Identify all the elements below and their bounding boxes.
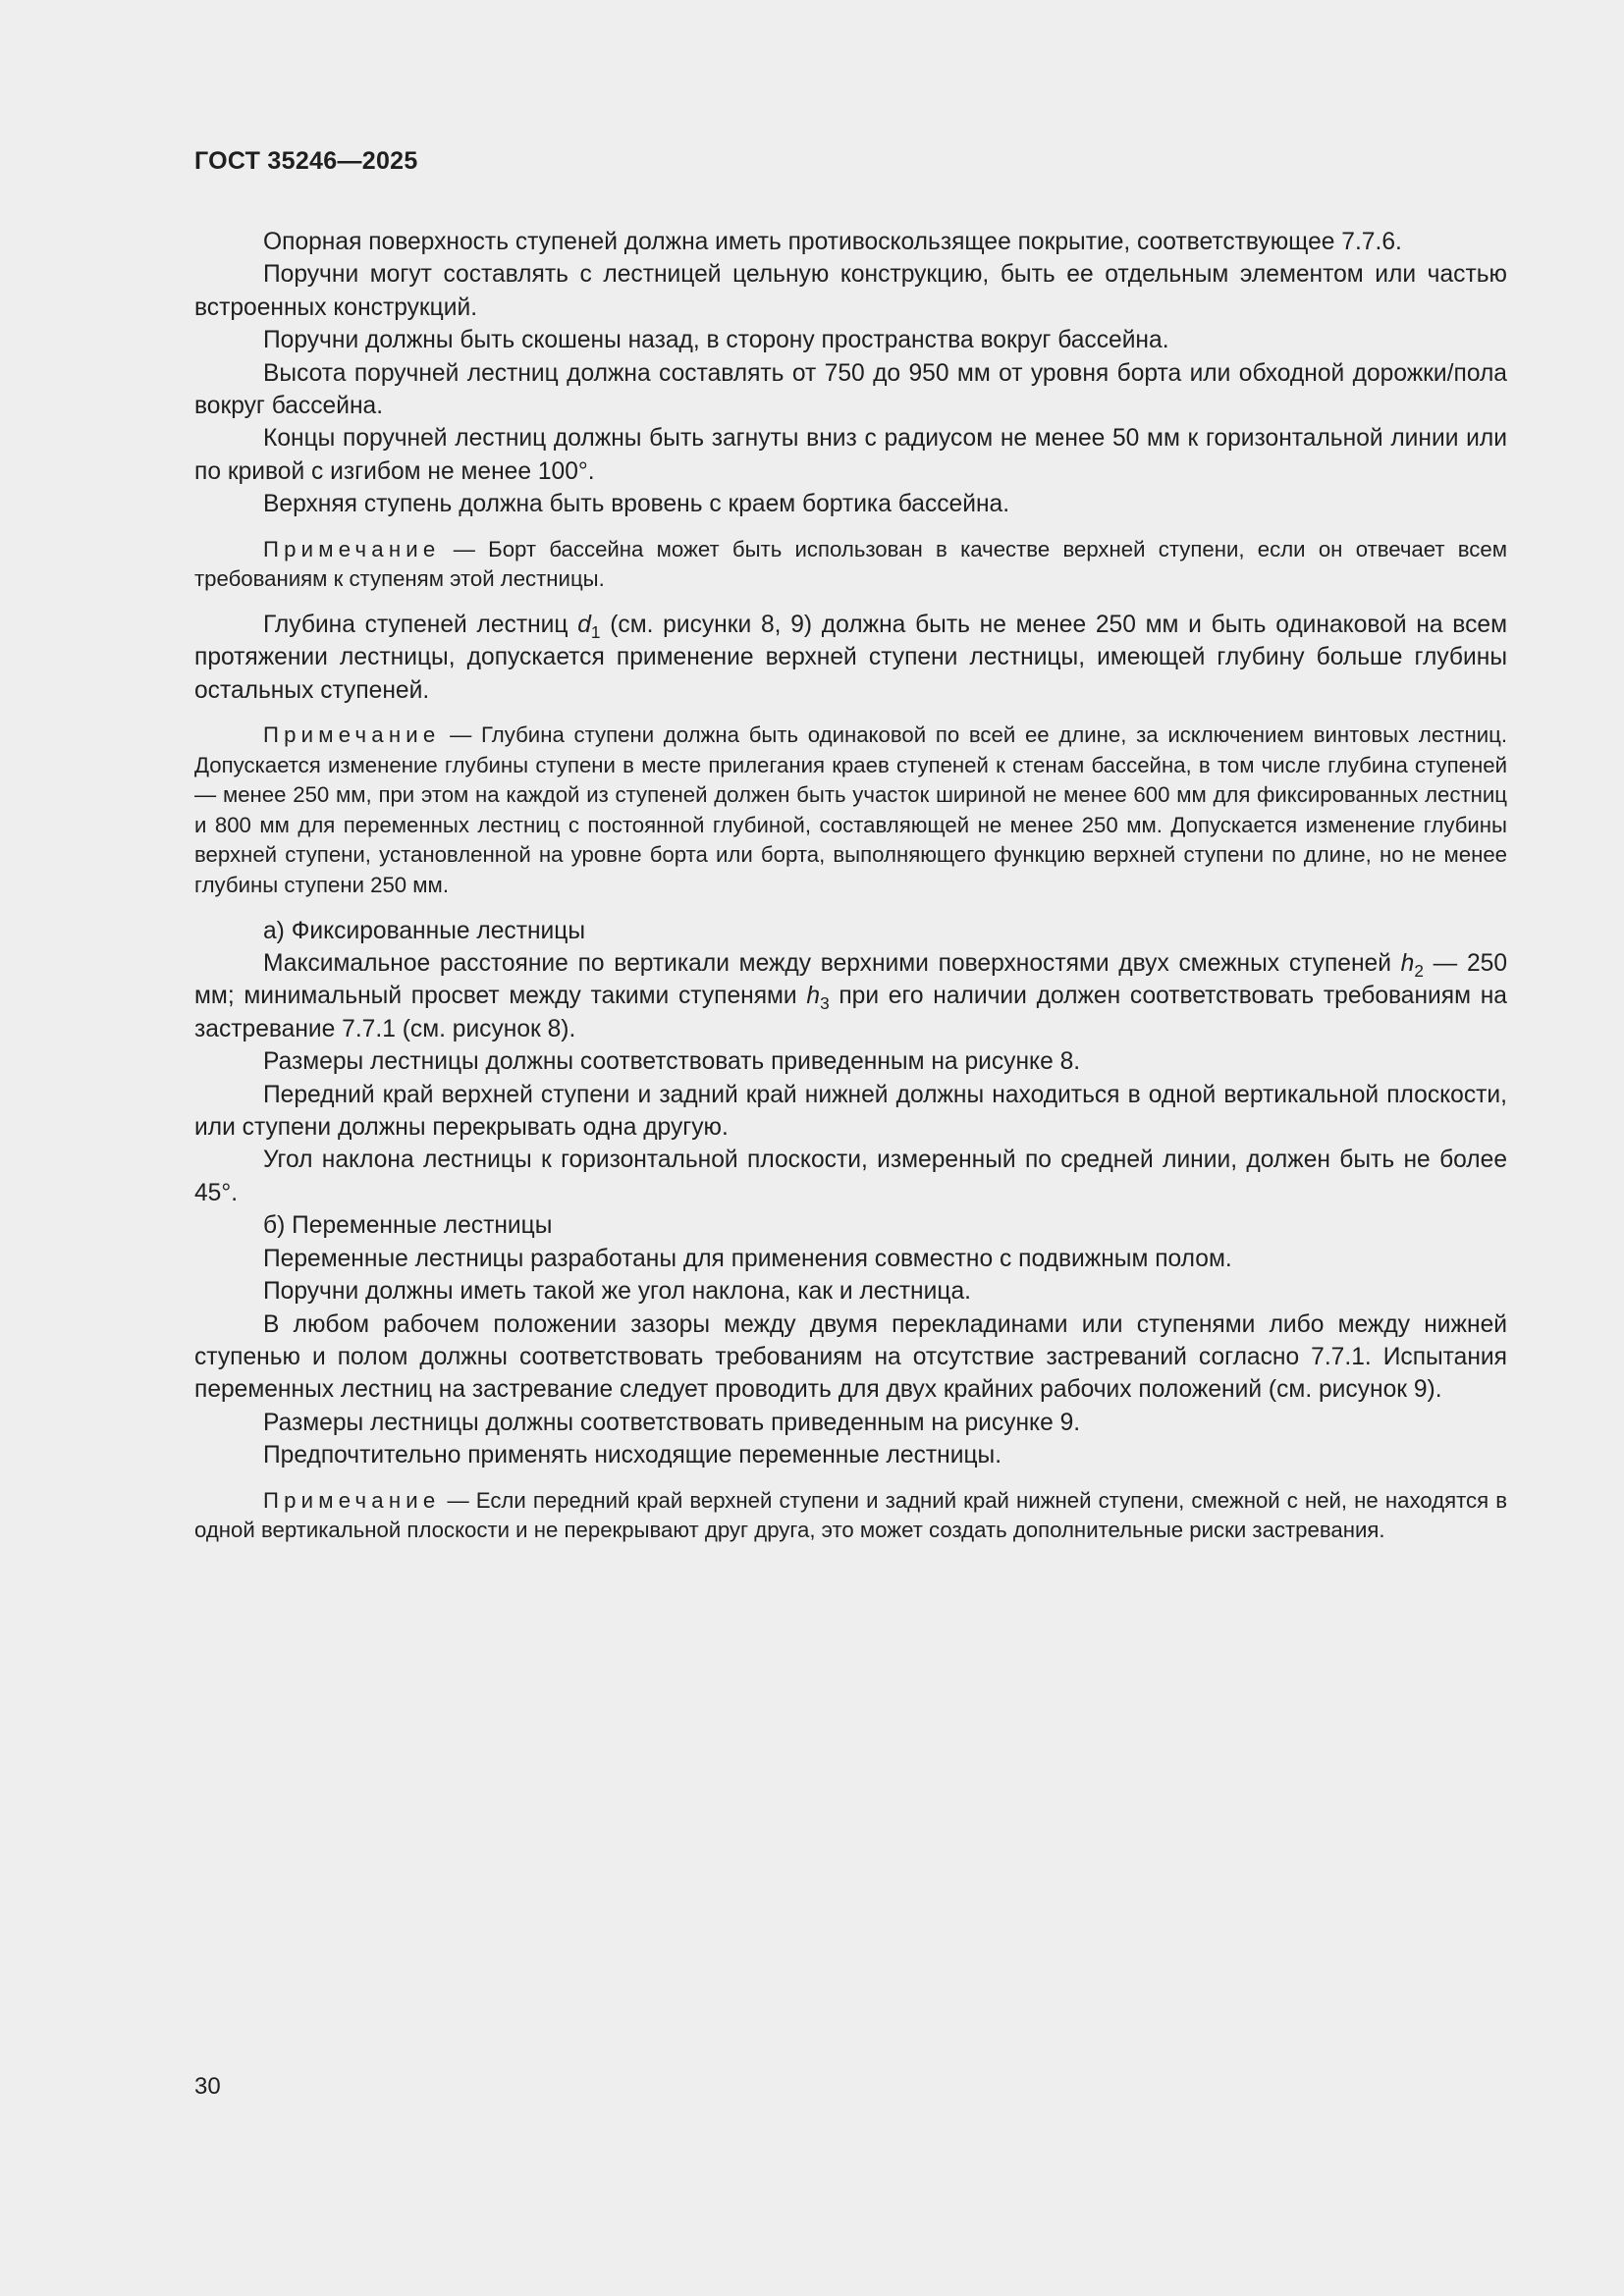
- paragraph-ladder-angle: Угол наклона лестницы к горизонтальной плоскости, измеренный по средней линии, должен быть не более 45°.: [194, 1147, 1507, 1206]
- paragraph-figure-8-dimensions: Размеры лестницы должны соответствовать приведенным на рисунке 8.: [263, 1048, 1081, 1076]
- paragraph-step-surface: Опорная поверхность ступеней должна иметь противоскользящее покрытие, соответствующее 7.7.6.: [263, 229, 1402, 255]
- paragraph-handrails-height: Высота поручней лестниц должна составлять от 750 до 950 мм от уровня борта или обходной дорожки/пола вокруг бассейна.: [194, 359, 1507, 420]
- paragraph-step-depth-text-2: (см. рисунки 8, 9) должна быть не менее 250 мм и быть одинаковой на всем протяжении лестницы, допускается применение верхней ступени лестницы, имеющей глубину больше глубины остальных ступеней.: [194, 611, 1507, 704]
- note-3: [194, 1486, 1507, 1546]
- symbol-h2: h: [1400, 950, 1415, 978]
- heading-variable-ladders: б) Переменные лестницы: [263, 1212, 553, 1240]
- paragraph-step-depth-text-1: Глубина ступеней лестниц: [263, 611, 578, 638]
- note-2: [194, 721, 1507, 901]
- note-label: Примечание: [263, 1487, 441, 1513]
- paragraph-variable-ladders-purpose: Переменные лестницы разработаны для применения совместно с подвижным полом.: [263, 1245, 1232, 1272]
- paragraph-figure-9-dimensions: Размеры лестницы должны соответствовать приведенным на рисунке 9.: [263, 1409, 1081, 1436]
- symbol-d: d: [577, 611, 591, 638]
- paragraph-max-distance-text-1: Максимальное расстояние по вертикали между верхними поверхностями двух смежных ступеней: [263, 950, 1401, 978]
- heading-fixed-ladders: а) Фиксированные лестницы: [263, 917, 586, 944]
- symbol-h3-subscript: 3: [820, 993, 830, 1014]
- paragraph-top-step: Верхняя ступень должна быть вровень с краем бортика бассейна.: [263, 491, 1010, 518]
- note-label: Примечание: [263, 722, 441, 748]
- page-number: 30: [194, 2073, 221, 2100]
- note-3-text: — Если передний край верхней ступени и задний край нижней ступени, смежной с ней, не находятся в одной вертикальной плоскости и не перекрывают друг друга, это может создать дополнительные риски застревания.: [194, 1487, 1507, 1543]
- note-2-text: — Глубина ступени должна быть одинаковой по всей ее длине, за исключением винтовых лестниц. Допускается изменение глубины ступени в месте прилегания краев ступеней к стенам бассейна, в том числе глубина ступеней — менее 250 мм, при этом на каждой из ступеней должен быть участок шириной не менее 600 мм для фиксированных лестниц и 800 мм для переменных лестниц с постоянной глубиной, составляющей не менее 250 мм. Допускается изменение глубины верхней ступени, установленной на уровне борта или борта, выполняющего функцию верхней ступени по длине, но не менее глубины ступени 250 мм.: [194, 722, 1507, 898]
- paragraph-max-distance-text-3: при его наличии должен соответствовать требованиям на застревание 7.7.1 (см. рисунок 8).: [194, 983, 1507, 1042]
- document-code-header: ГОСТ 35246—2025: [194, 147, 418, 175]
- paragraph-step-depth: [194, 609, 1507, 707]
- paragraph-handrails-ends: Концы поручней лестниц должны быть загнуты вниз с радиусом не менее 50 мм к горизонтальной линии или по кривой с изгибом не менее 100°.: [194, 425, 1507, 485]
- paragraph-max-distance-text-2: — 250 мм; минимальный просвет между такими ступенями: [194, 950, 1507, 1010]
- paragraph-step-edges: Передний край верхней ступени и задний край нижней должны находиться в одной вертикальной плоскости, или ступени должны перекрывать одна другую.: [194, 1081, 1507, 1142]
- symbol-h3: h: [806, 983, 821, 1010]
- paragraph-descending-ladders: Предпочтительно применять нисходящие переменные лестницы.: [263, 1442, 1002, 1469]
- paragraph-handrails-construction: Поручни могут составлять с лестницей цельную конструкцию, быть ее отдельным элементом или частью встроенных конструкций.: [194, 261, 1507, 321]
- symbol-h2-subscript: 2: [1414, 961, 1424, 982]
- paragraph-gaps-entrapment: В любом рабочем положении зазоры между двумя перекладинами или ступенями либо между нижней ступенью и полом должны соответствовать требованиям на отсутствие застреваний согласно 7.7.1. Испытания переменных лестниц на застревание следует проводить для двух крайних рабочих положений (см. рисунок 9).: [194, 1310, 1507, 1404]
- paragraph-max-vertical-distance: [194, 947, 1507, 1045]
- note-label: Примечание: [263, 536, 441, 561]
- paragraph-handrails-slope: Поручни должны быть скошены назад, в сторону пространства вокруг бассейна.: [263, 327, 1169, 354]
- paragraph-handrails-angle: Поручни должны иметь такой же угол наклона, как и лестница.: [263, 1278, 971, 1306]
- symbol-d-subscript: 1: [590, 621, 601, 642]
- document-body: [194, 226, 1507, 1560]
- note-1: [194, 535, 1507, 595]
- note-1-text: — Борт бассейна может быть использован в качестве верхней ступени, если он отвечает всем требованиям к ступеням этой лестницы.: [194, 536, 1507, 592]
